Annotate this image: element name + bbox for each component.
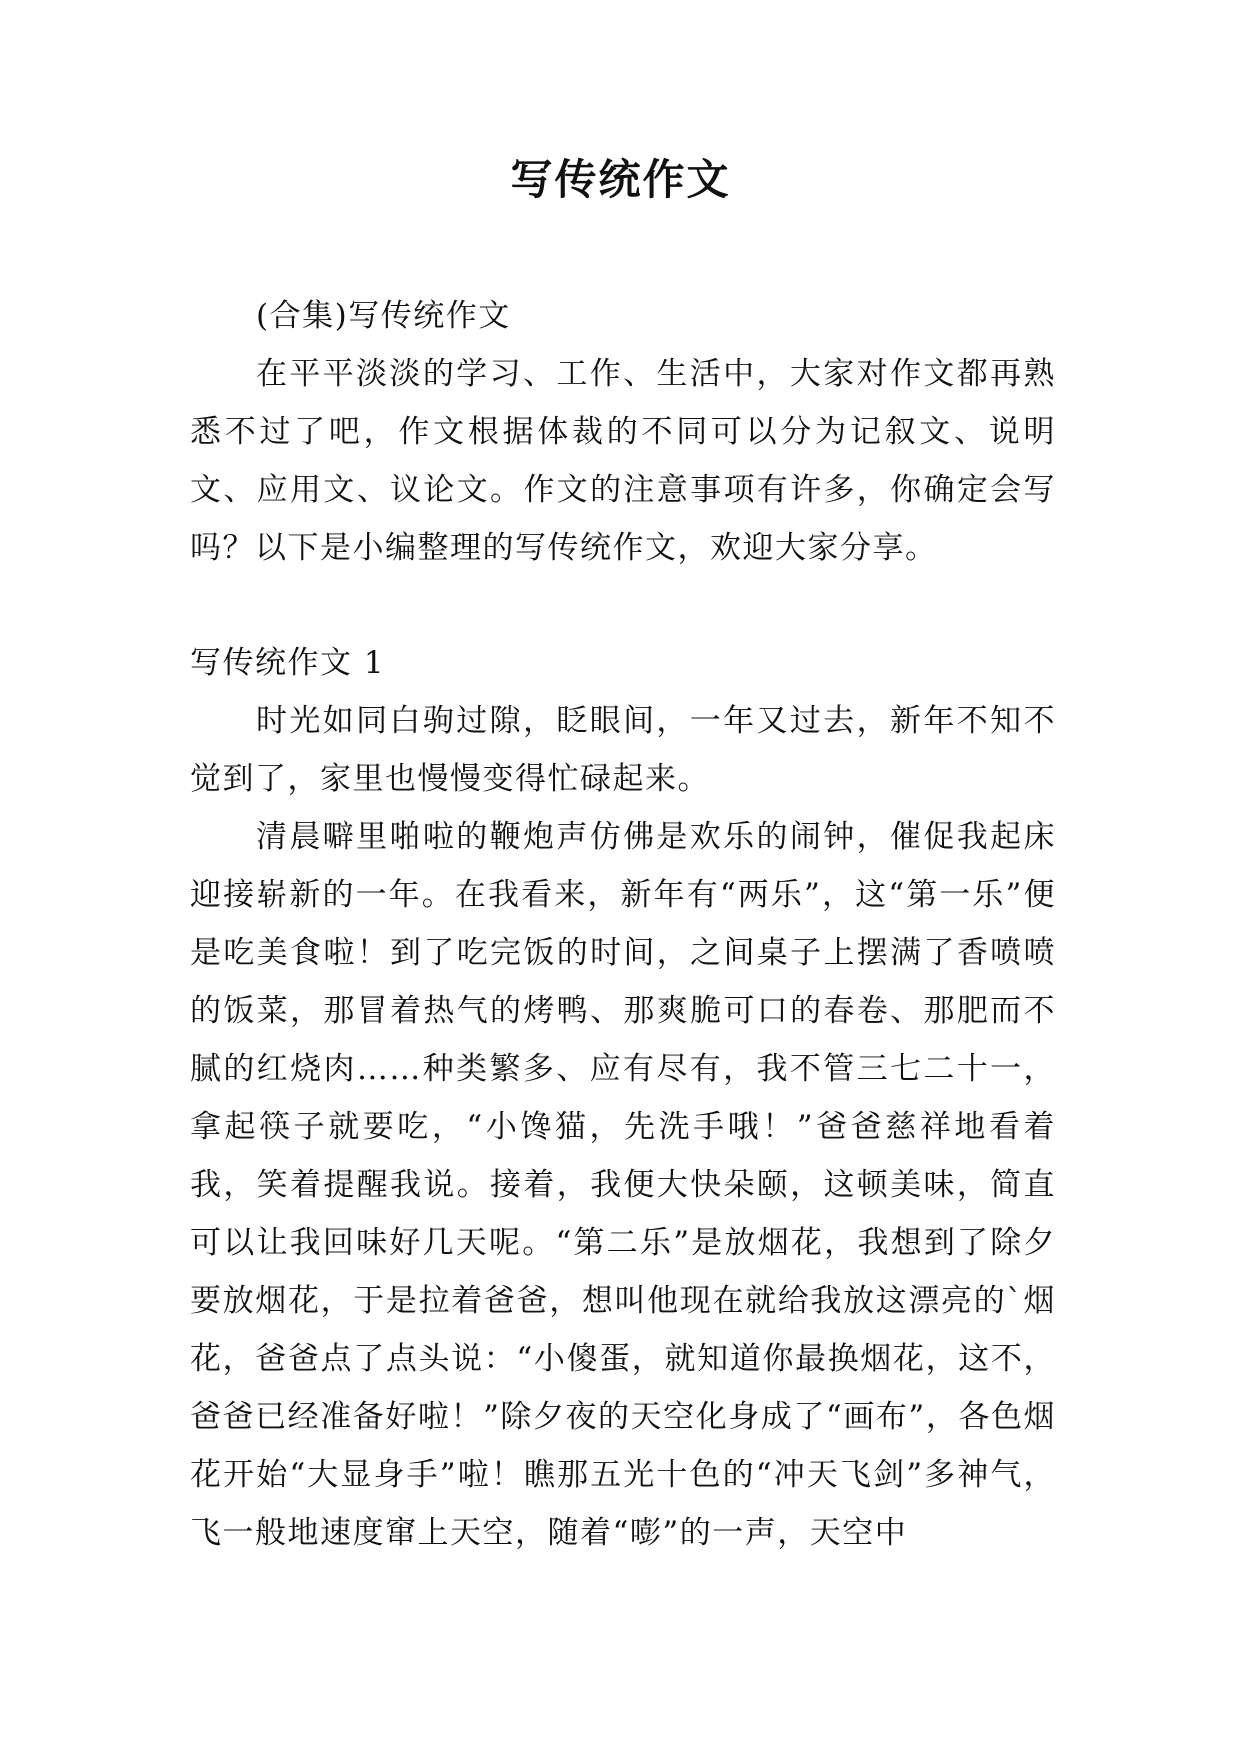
- section-heading: 写传统作文 1: [190, 645, 386, 681]
- intro-paragraph: 在平平淡淡的学习、工作、生活中，大家对作文都再熟悉不过了吧，作文根据体裁的不同可以分为记叙文、说明文、应用文、议论文。作文的注意事项有许多，你确定会写吗？以下是小编整理的写传统作文，欢迎大家分享。: [190, 356, 1056, 566]
- section-paragraph: 时光如同白驹过隙，眨眼间，一年又过去，新年不知不觉到了，家里也慢慢变得忙碌起来。: [190, 703, 1056, 797]
- document-subtitle: (合集)写传统作文: [256, 298, 511, 334]
- section-paragraph: 清晨噼里啪啦的鞭炮声仿佛是欢乐的闹钟，催促我起床迎接崭新的一年。在我看来，新年有“两乐”，这“第一乐”便是吃美食啦！到了吃完饭的时间，之间桌子上摆满了香喷喷的饭菜，那冒着热气的烤鸭、那爽脆可口的春卷、那肥而不腻的红烧肉……种类繁多、应有尽有，我不管三七二十一，拿起筷子就要吃，“小馋猫，先洗手哦！”爸爸慈祥地看着我，笑着提醒我说。接着，我便大快朵颐，这顿美味，简直可以让我回味好几天呢。“第二乐”是放烟花，我想到了除夕要放烟花，于是拉着爸爸，想叫他现在就给我放这漂亮的`烟花，爸爸点了点头说：“小傻蛋，就知道你最换烟花，这不，爸爸已经准备好啦！”除夕夜的天空化身成了“画布”，各色烟花开始“大显身手”啦！瞧那五光十色的“冲天飞剑”多神气，飞一般地速度窜上天空，随着“嘭”的一声，天空中: [190, 819, 1056, 1551]
- document-title: 写传统作文: [510, 155, 731, 204]
